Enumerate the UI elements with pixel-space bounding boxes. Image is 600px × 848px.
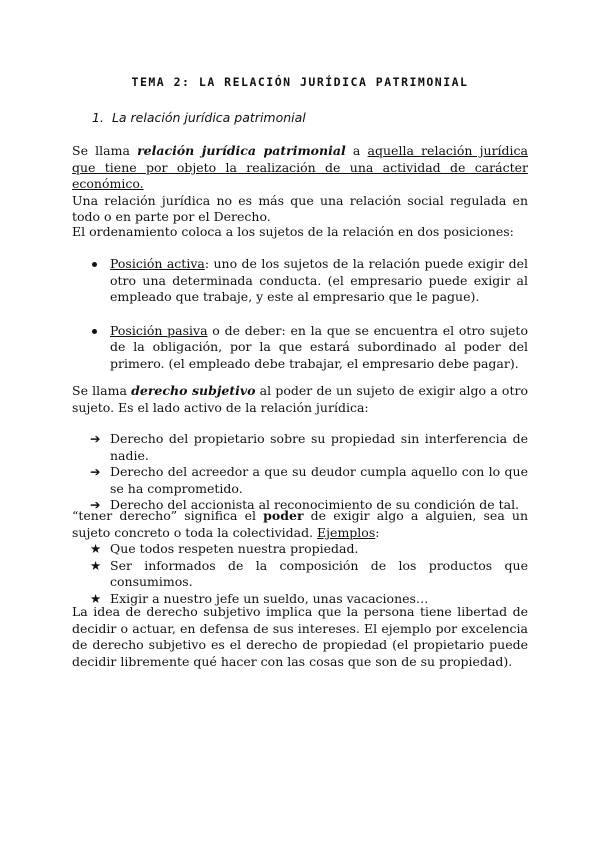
paragraph-derecho-subjetivo: Se llama derecho subjetivo al poder de un sujeto de exigir algo a otro sujeto. Es el lado activo de la relación jurídica: bbox=[72, 383, 528, 415]
paragraph-closing: La idea de derecho subjetivo implica que la persona tiene libertad de decidir o actuar, en defensa de sus intereses. El ejemplo por excelencia de derecho subjetivo es el derecho de propiedad (el propietario puede decidir libremente qué hacer con las cosas que son de su propiedad). bbox=[72, 604, 528, 669]
page-title: TEMA 2: LA RELACIÓN JURÍDICA PATRIMONIAL bbox=[131, 75, 469, 89]
paragraph-positions-intro: El ordenamiento coloca a los sujetos de la relación en dos posiciones: bbox=[72, 224, 514, 239]
examples-list bbox=[90, 541, 528, 607]
list-item: ★ Ser informados de la composición de los productos que consumimos. bbox=[90, 557, 528, 589]
list-item: Posición pasiva o de deber: en la que se encuentra el otro sujeto de la obligación, por la que estará subordinado al poder del primero. (el empleado debe trabajar, el empresario debe pagar). bbox=[90, 323, 528, 373]
section-label: La relación jurídica patrimonial bbox=[111, 110, 306, 125]
star-icon: ★ bbox=[90, 557, 102, 573]
paragraph-tener-derecho: “tener derecho” significa el poder de exigir algo a alguien, sea un sujeto concreto o toda la colectividad. Ejemplos: bbox=[72, 508, 529, 540]
star-icon: ★ bbox=[90, 541, 102, 556]
positions-list bbox=[90, 256, 528, 372]
star-icon: ★ bbox=[90, 590, 102, 606]
definition-underlined: aquella relación jurídica que tiene por objeto la realización de una actividad de carácter económico. bbox=[72, 143, 529, 191]
list-item: ➔ Derecho del acreedor a que su deudor cumpla aquello con lo que se ha comprometido. bbox=[90, 464, 528, 496]
term-relacion-juridica-patrimonial: relación jurídica patrimonial bbox=[137, 143, 346, 158]
arrow-right-icon: ➔ bbox=[90, 497, 101, 512]
definition-extra: Una relación jurídica no es más que una relación social regulada en todo o en parte por el Derecho. bbox=[72, 192, 528, 224]
section-number: 1. bbox=[92, 110, 104, 125]
list-item: ★ Exigir a nuestro jefe un sueldo, unas vacaciones… bbox=[90, 590, 429, 606]
section-heading bbox=[92, 110, 306, 127]
list-item: ★ Que todos respeten nuestra propiedad. bbox=[90, 541, 359, 556]
arrow-right-icon: ➔ bbox=[90, 464, 101, 479]
term-poder: poder bbox=[263, 508, 304, 523]
list-item: ➔ Derecho del accionista al reconocimiento de su condición de tal. bbox=[90, 497, 520, 512]
list-item: ➔ Derecho del propietario sobre su propiedad sin interferencia de nadie. bbox=[90, 431, 528, 463]
arrow-list bbox=[90, 431, 528, 514]
paragraph-definition: Se llama relación jurídica patrimonial a aquella relación jurídica que tiene por objeto la realización de una actividad de carácter económico. Una relación jurídica no es más que una relación social regulada en todo o en parte por el Derecho. bbox=[72, 143, 529, 224]
term-derecho-subjetivo: derecho subjetivo bbox=[131, 383, 256, 398]
bullet-dot-icon bbox=[92, 262, 97, 267]
bullet-dot-icon bbox=[92, 329, 97, 334]
ejemplos-label: Ejemplos bbox=[317, 524, 376, 540]
list-item: Posición activa: uno de los sujetos de la relación puede exigir del otro una determinada conducta. (el empresario puede exigir al empleado que trabaje, y este al empresario que le pague). bbox=[90, 256, 528, 306]
arrow-right-icon: ➔ bbox=[90, 431, 101, 446]
